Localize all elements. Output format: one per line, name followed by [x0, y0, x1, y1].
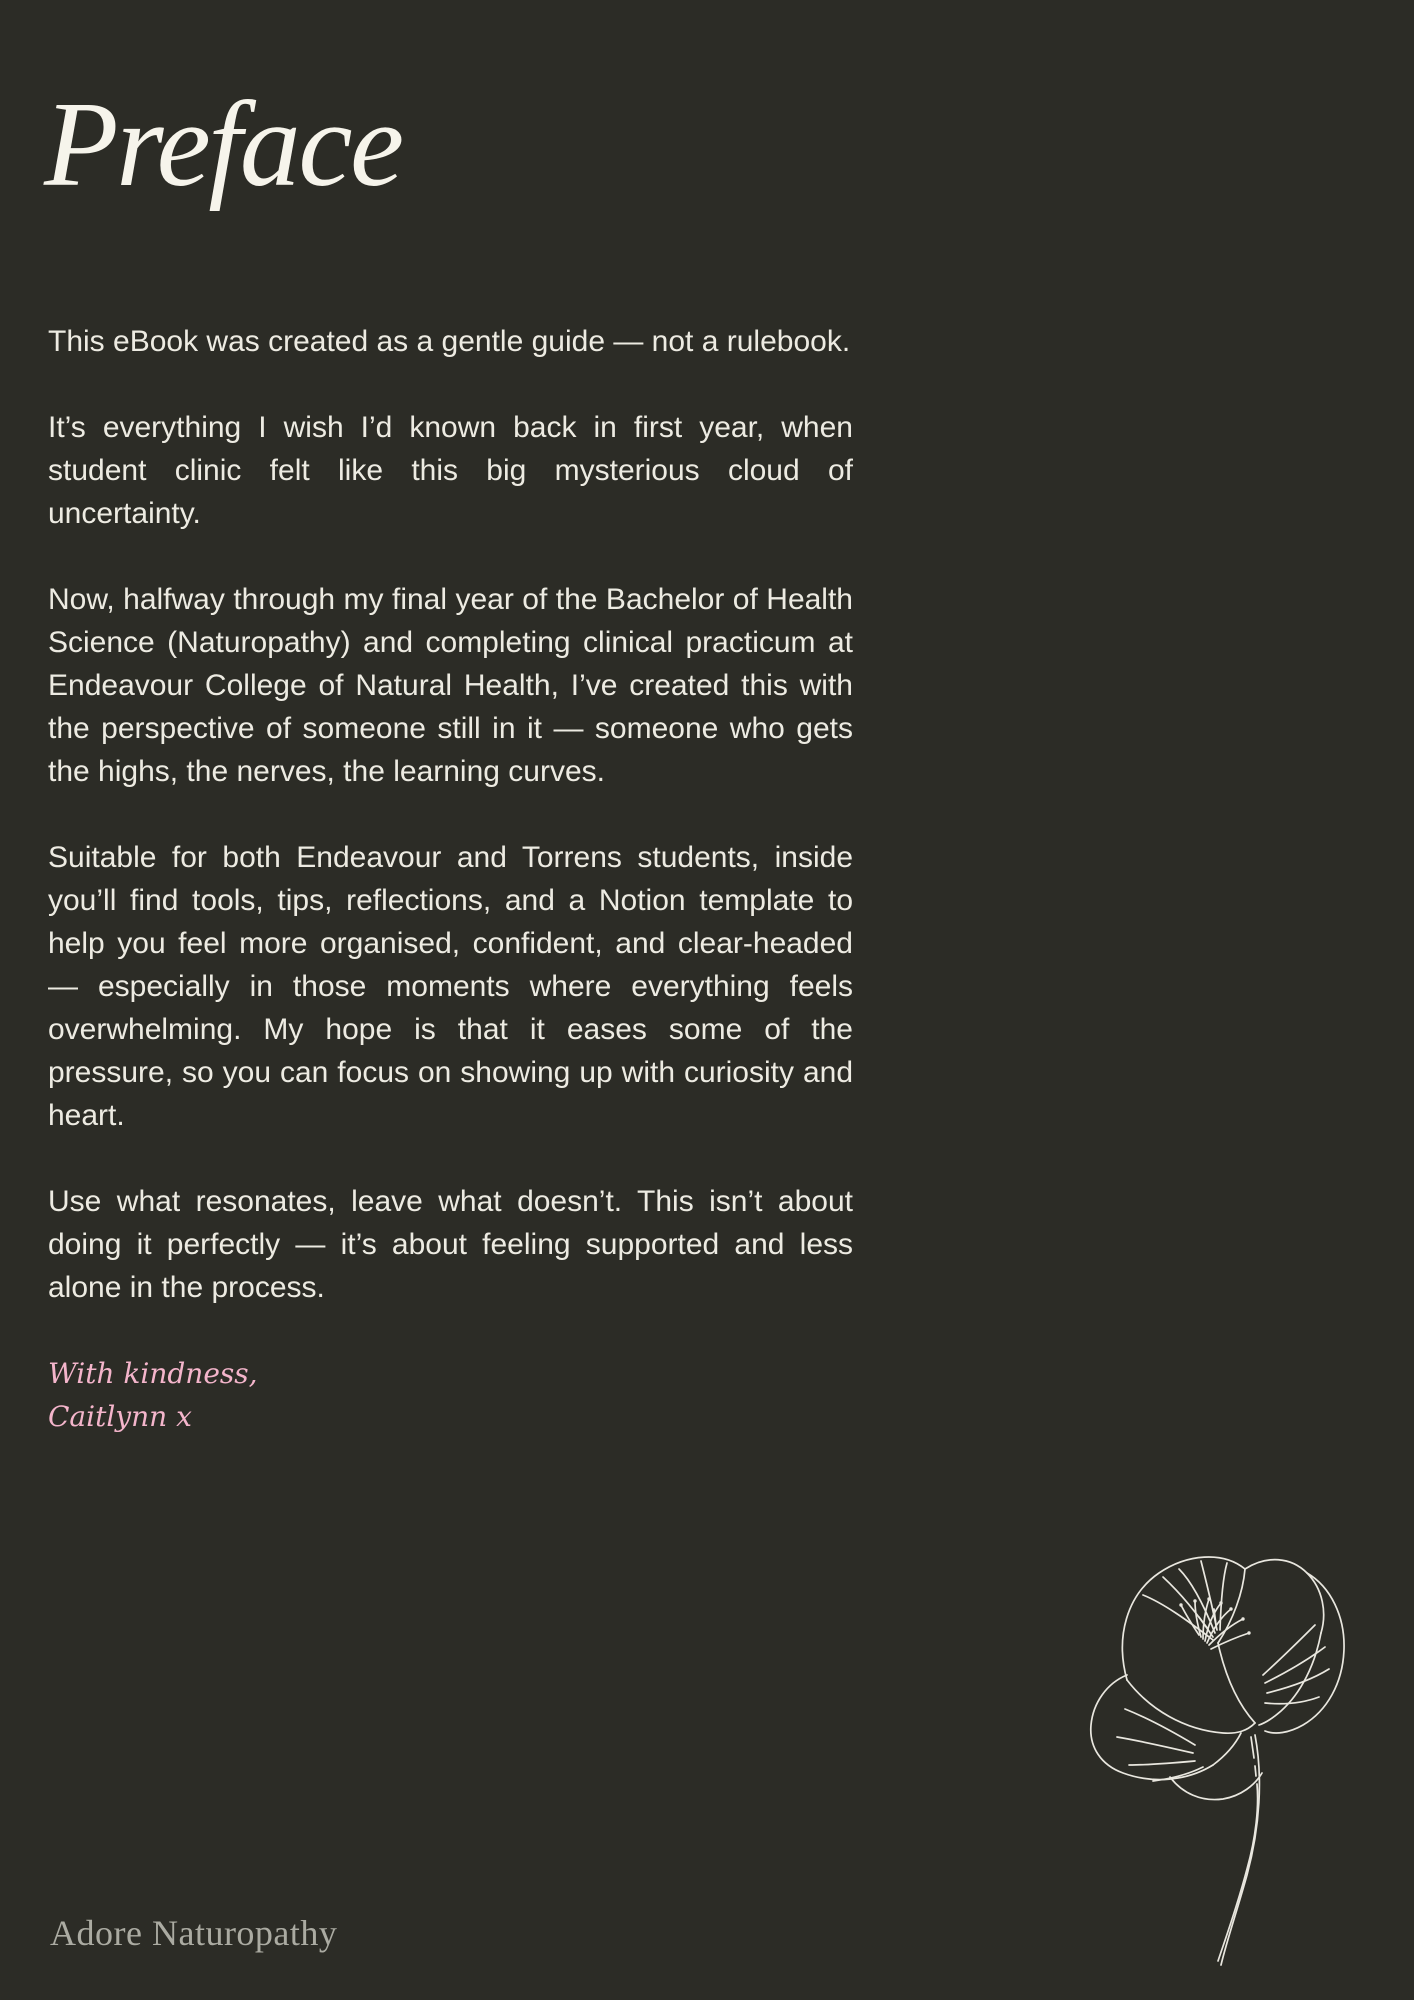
preface-paragraph-5: Use what resonates, leave what doesn’t. This isn’t about doing it perfectly — it’s about feeling supported and less alone in the process. — [48, 1185, 853, 1304]
preface-body — [48, 320, 853, 1438]
page-title: Preface — [44, 77, 402, 212]
preface-paragraph-2: It’s everything I wish I’d known back in first year, when student clinic felt like this big mysterious cloud of uncertainty. — [48, 411, 853, 530]
preface-paragraph-1: This eBook was created as a gentle guide — not a rulebook. — [48, 325, 851, 358]
preface-paragraph-4: Suitable for both Endeavour and Torrens students, inside you’ll find tools, tips, reflections, and a Notion template to help you feel more organised, confident, and clear-headed — especially in those moments where everything feels overwhelming. My hope is that it eases some of the pressure, so you can focus on showing up with curiosity and heart. — [48, 841, 853, 1132]
poppy-flower-icon — [1075, 1525, 1414, 2000]
preface-paragraph-3: Now, halfway through my final year of the Bachelor of Health Science (Naturopathy) and completing clinical practicum at Endeavour College of Natural Health, I’ve created this with the perspective of someone still in it — someone who gets the highs, the nerves, the learning curves. — [48, 583, 853, 788]
signature-line-2: Caitlynn x — [48, 1400, 192, 1433]
brand-footer: Adore Naturopathy — [50, 1913, 338, 1953]
signature-line-1: With kindness, — [48, 1357, 258, 1390]
signature-block — [48, 1352, 853, 1438]
poppy-flower-illustration — [1075, 1525, 1414, 2000]
